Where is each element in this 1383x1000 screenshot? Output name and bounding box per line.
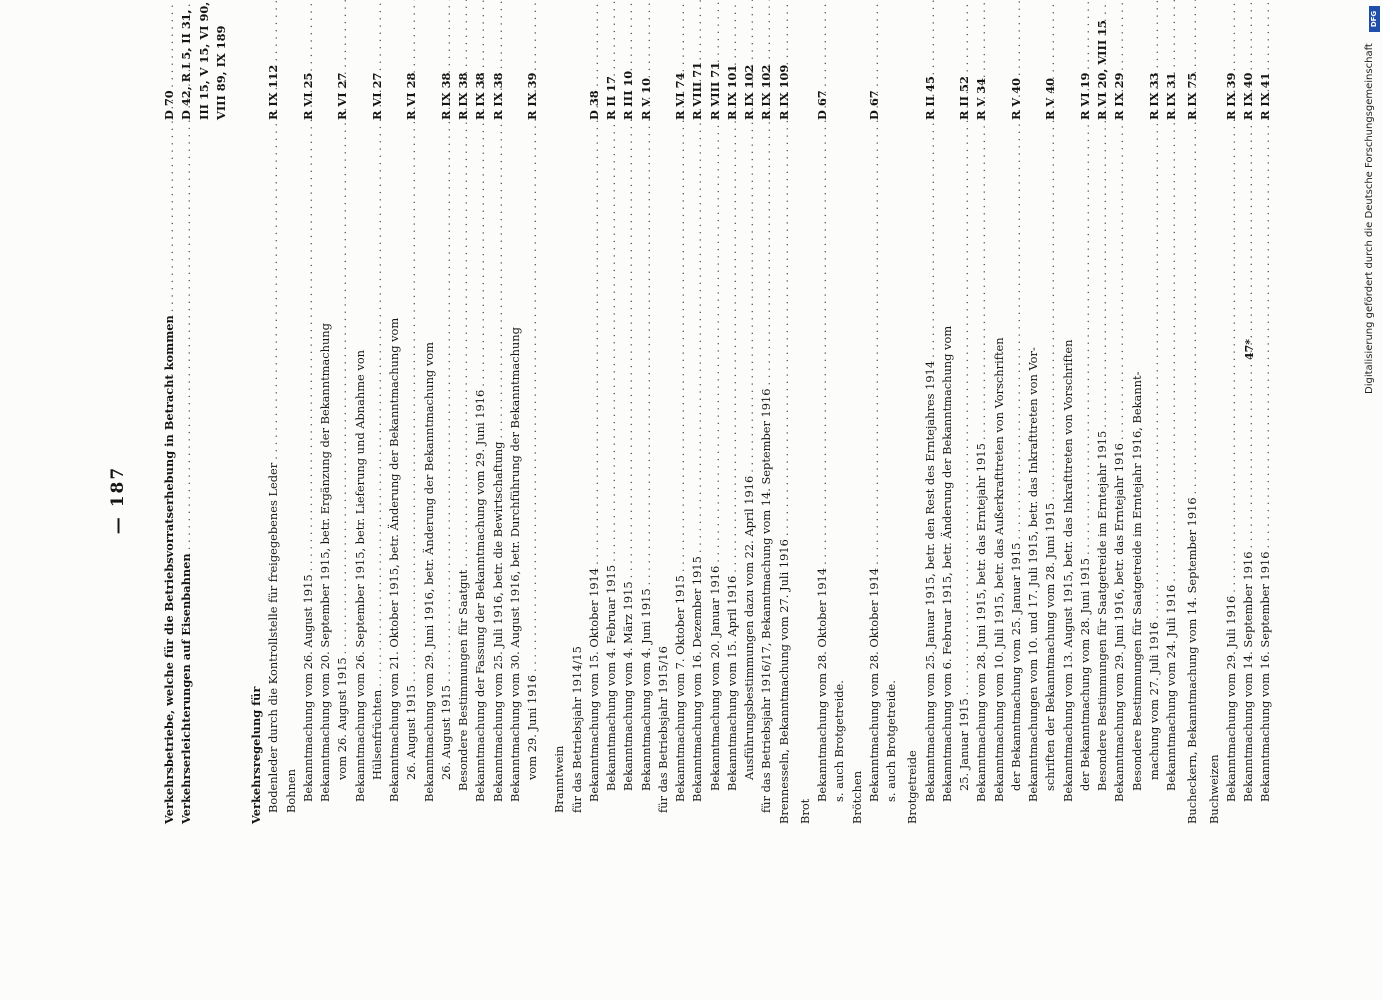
- entry-text: Bekanntmachung vom 4. März 1915: [621, 581, 636, 791]
- entry-text: Bekanntmachung vom 7. Oktober 1915: [673, 575, 687, 802]
- index-entry: [706, 61, 724, 824]
- entry-text: Besondere Bestimmungen für Saatgetreide im Erntejahr 1916, Bekannt-: [1129, 371, 1144, 791]
- entry-text: Bekanntmachung vom 28. Juni 1915, betr. das Erntejahr 1915: [974, 443, 989, 802]
- entry-reference: III 15, V 15, VI 90,: [196, 1, 211, 120]
- index-entry: [316, 106, 334, 824]
- entry-reference: R IX 38: [490, 72, 505, 120]
- entry-text: für das Betriebsjahr 1914/15: [569, 646, 584, 813]
- entry-reference: R IX 102: [759, 64, 774, 120]
- entry-text: Verkehrserleichterungen auf Eisenbahnen: [179, 553, 194, 824]
- index-entry: [637, 77, 655, 824]
- entry-reference: R V 34: [974, 77, 989, 120]
- entry-reference: R IX 29: [1112, 72, 1127, 120]
- entry-text: Brot: [797, 798, 812, 824]
- entry-reference: R VIII 71: [707, 61, 722, 120]
- entry-text: Ausführungsbestimmungen dazu vom 22. April 1916: [742, 475, 756, 780]
- entry-text: Bekanntmachung vom 30. August 1916, betr. Durchführung der Bekanntmachung: [507, 327, 522, 802]
- dot-leader: [813, 0, 831, 565]
- index-entry: [757, 64, 775, 824]
- index-entry: [402, 72, 420, 824]
- index-entry: [454, 72, 472, 824]
- index-entry: [471, 72, 489, 824]
- entry-reference: R IX 38: [456, 72, 470, 120]
- index-entry: [688, 61, 706, 824]
- index-entry: [955, 76, 973, 824]
- entry-reference: R V 40: [1043, 77, 1058, 120]
- index-entry: [723, 64, 741, 824]
- entry-text: Bekanntmachung vom 13. August 1915, betr. das Inkrafttreten von Vorschriften: [1060, 339, 1075, 802]
- entry-text: 26. August 1915: [404, 685, 419, 780]
- entry-reference: D 67: [815, 90, 829, 120]
- entry-text: Bekanntmachung vom 28. Oktober 1914: [815, 567, 829, 802]
- entry-text: Verkehrsregelung für: [249, 686, 263, 824]
- entry-reference: R IX 39: [1223, 72, 1238, 120]
- entry-reference: D 38: [586, 90, 601, 120]
- entry-text: der Bekanntmachung vom 25. Januar 1915: [1008, 542, 1023, 791]
- entry-reference: R IX 40: [1241, 72, 1255, 120]
- entry-reference: R IX 39: [525, 72, 539, 120]
- entry-text: Brotgetreide: [905, 750, 920, 824]
- index-entry: [160, 90, 178, 824]
- dot-leader: [160, 0, 178, 312]
- index-entry: [848, 128, 866, 824]
- entry-text: vom 26. August 1915: [335, 657, 350, 780]
- index-entry: [195, 1, 213, 824]
- entry-text: Bekanntmachung vom 10. Juli 1915, betr. das Außerkrafttreten von Vorschriften: [991, 337, 1006, 802]
- entry-text: Bekanntmachung vom 15. Oktober 1914: [586, 567, 601, 802]
- entry-reference: R VI 20, VIII 15: [1095, 20, 1109, 120]
- entry-text: Bekanntmachung vom 29. Juni 1916, betr. Änderung der Bekanntmachung vom: [421, 342, 436, 802]
- index-entry: [1239, 72, 1257, 824]
- dfg-funding-text: Digitalisierung gefördert durch die Deutsche Forschungsgemeinschaft: [1364, 43, 1375, 394]
- index-entry: [585, 90, 603, 824]
- dot-leader: [1041, 0, 1059, 500]
- entry-text: Bekanntmachung der Fassung der Bekanntmachung vom 29. Juni 1916: [473, 389, 488, 802]
- entry-reference: R IX 75: [1185, 72, 1200, 120]
- entry-reference: R II 52: [957, 76, 971, 120]
- dot-leader: [757, 0, 775, 385]
- entry-reference: R IX 41: [1258, 72, 1273, 120]
- index-entry: [1128, 95, 1146, 824]
- page-number: — 187: [108, 465, 128, 535]
- entry-reference: R IX 101: [724, 64, 739, 120]
- index-entry: [247, 128, 265, 824]
- entry-text: Bekanntmachung vom 4. Februar 1915: [604, 564, 618, 791]
- index-entry: [420, 106, 438, 824]
- index-entry: [212, 25, 230, 824]
- signature-mark: 47*: [1243, 338, 1256, 360]
- index-entry: [333, 72, 351, 824]
- entry-text: Bekanntmachung vom 4. Juni 1915: [638, 588, 653, 791]
- entry-text: Bekanntmachung vom 6. Februar 1915, betr. Änderung der Bekanntmachung vom: [939, 325, 954, 802]
- index-entry: [368, 72, 386, 824]
- index-entry: [489, 72, 507, 824]
- entry-text: Besondere Bestimmungen für Saatgut: [456, 569, 470, 791]
- entry-text: machung vom 27. Juli 1916: [1146, 621, 1161, 780]
- entry-reference: R IX 112: [266, 64, 281, 120]
- index-entry: [619, 70, 637, 824]
- entry-text: Bekanntmachung vom 20. September 1915, betr. Ergänzung der Bekanntmachung: [318, 323, 332, 802]
- index-entry: [1041, 77, 1059, 824]
- entry-text: Bekanntmachung vom 26. August 1915: [300, 574, 315, 802]
- entry-reference: D 70: [162, 90, 176, 120]
- index-entry: [177, 9, 195, 824]
- index-entry: [671, 72, 689, 824]
- entry-reference: R II 17: [604, 76, 618, 120]
- index-entry: [903, 128, 921, 824]
- entry-reference: R V 10: [638, 77, 653, 120]
- entry-text: Bekanntmachung vom 14. September 1916: [1241, 551, 1255, 802]
- dfg-logo-icon: DFG: [1369, 6, 1380, 32]
- entry-text: Bekanntmachung vom 15. April 1916: [724, 575, 739, 791]
- entry-text: Buchweizen: [1206, 754, 1221, 824]
- entry-reference: R IX 38: [438, 72, 453, 120]
- entry-text: Verkehrsbetriebe, welche für die Betriebsvorratserhebung in Betracht kommen: [162, 315, 176, 824]
- entry-text: Bekanntmachung vom 29. Juni 1916, betr. das Erntejahr 1916: [1112, 443, 1127, 802]
- entry-text: Bodenleder durch die Kontrollstelle für freigegebenes Leder: [266, 462, 281, 813]
- index-entry: [740, 64, 758, 824]
- entry-text: Bekanntmachung vom 20. Januar 1916: [707, 565, 722, 791]
- index-entry: [1076, 72, 1094, 824]
- dot-leader: [585, 0, 603, 565]
- entry-text: Bekanntmachung vom 21. Oktober 1915, betr. Änderung der Bekanntmachung vom: [387, 317, 401, 802]
- entry-text: Bekanntmachung vom 16. Dezember 1915: [690, 556, 705, 802]
- dot-leader: [972, 0, 990, 440]
- entry-text: Bohnen: [283, 769, 298, 813]
- entry-reference: R III 10: [621, 70, 636, 120]
- index-entry: [1059, 106, 1077, 824]
- entry-text: der Bekanntmachung vom 28. Juni 1915: [1077, 558, 1092, 791]
- index-entry: [1007, 77, 1025, 824]
- index-entry: [775, 64, 793, 824]
- entry-text: Bekanntmachung vom 28. Oktober 1914: [866, 567, 881, 802]
- index-entry: [1110, 72, 1128, 824]
- dot-leader: [1110, 0, 1128, 440]
- index-entry: [830, 106, 848, 824]
- entry-reference: R VI 27: [335, 72, 350, 120]
- entry-reference: R V 40: [1008, 77, 1023, 120]
- entry-reference: R VI 19: [1077, 72, 1092, 120]
- entry-text: Bekanntmachung vom 29. Juli 1916: [1223, 595, 1238, 802]
- index-entry: [568, 117, 586, 824]
- index-entry: [1162, 72, 1180, 824]
- entry-text: Bekanntmachungen vom 10. und 17. Juli 1915, betr. das Inkrafttreten von Vor-: [1026, 347, 1040, 802]
- index-entry: [1145, 72, 1163, 824]
- dot-leader: [471, 0, 489, 387]
- entry-text: Bekanntmachung vom 16. September 1916: [1258, 551, 1273, 802]
- entry-text: Hülsenfrüchten: [369, 689, 384, 780]
- entry-reference: R IX 33: [1146, 72, 1161, 120]
- entry-text: Brennesseln, Bekanntmachung vom 27. Juli 1916: [776, 539, 791, 824]
- index-entry: [796, 128, 814, 824]
- index-entry: [264, 64, 282, 824]
- entry-reference: R VI 25: [300, 72, 315, 120]
- index-entry: [523, 72, 541, 824]
- entry-text: s. auch Brotgetreide.: [884, 680, 898, 802]
- index-entry: [882, 106, 900, 824]
- index-entry: [282, 117, 300, 824]
- entry-reference: R II 45: [922, 76, 937, 120]
- index-entry: [1222, 72, 1240, 824]
- dot-leader: [921, 0, 939, 358]
- index-entry: [550, 117, 568, 824]
- entry-text: vom 29. Juni 1916: [525, 675, 539, 780]
- index-entry: [1256, 72, 1274, 824]
- index-entry: [654, 117, 672, 824]
- entry-text: schriften der Bekanntmachung vom 28. Juni 1915: [1043, 502, 1058, 791]
- index-entry: [921, 76, 939, 824]
- entry-reference: R VI 28: [404, 72, 419, 120]
- entry-text: s. auch Brotgetreide.: [832, 680, 847, 802]
- index-entry: [972, 77, 990, 824]
- index-entry: [351, 106, 369, 824]
- entry-text: für das Betriebsjahr 1915/16: [655, 646, 670, 813]
- index-entry: [385, 106, 403, 824]
- entry-reference: D 42, R I 5, II 31,: [179, 9, 194, 120]
- index-entry: [1024, 106, 1042, 824]
- dot-leader: [489, 0, 507, 439]
- entry-text: 25. Januar 1915: [957, 698, 971, 791]
- index-entry: [299, 72, 317, 824]
- entry-reference: VIII 89, IX 189: [213, 25, 228, 120]
- entry-text: Bekanntmachung vom 25. Juli 1916, betr. die Bewirtschaftung: [490, 441, 505, 802]
- dot-leader: [865, 0, 883, 565]
- entry-text: Branntwein: [552, 745, 567, 813]
- entry-text: Bekanntmachung vom 24. Juli 1916: [1164, 584, 1178, 791]
- index-entry: [990, 106, 1008, 824]
- index-entry: [1093, 20, 1111, 824]
- index-entry: [602, 76, 620, 824]
- entry-text: 26. August 1915: [438, 685, 453, 780]
- entry-reference: R VIII 71: [690, 61, 705, 120]
- entry-reference: R IX 38: [473, 72, 488, 120]
- index-entry: [506, 106, 524, 824]
- entry-reference: R IX 102: [742, 64, 756, 120]
- entry-text: Brötchen: [849, 770, 864, 824]
- index-entry: [1183, 72, 1201, 824]
- index-entry: [865, 90, 883, 824]
- entry-reference: R VI 74: [673, 72, 687, 120]
- entry-text: Bekanntmachung vom 26. September 1915, betr. Lieferung und Abnahme von: [352, 349, 367, 802]
- entry-text: Bucheckern, Bekanntmachung vom 14. September 1916: [1185, 497, 1200, 824]
- entry-text: für das Betriebsjahr 1916/17, Bekanntmachung vom 14. September 1916: [759, 388, 774, 813]
- entry-text: Besondere Bestimmungen für Saatgetreide im Erntejahr 1915: [1095, 430, 1109, 791]
- index-entry: [813, 90, 831, 824]
- entry-text: Bekanntmachung vom 25. Januar 1915, betr. den Rest des Erntejahres 1914: [922, 360, 937, 802]
- entry-reference: R IX 109: [776, 64, 791, 120]
- entry-reference: D 67: [866, 90, 881, 120]
- index-entry: [437, 72, 455, 824]
- entry-reference: R IX 31: [1164, 72, 1178, 120]
- index-entry: [938, 106, 956, 824]
- entry-reference: R VI 27: [369, 72, 384, 120]
- index-entry: [1205, 128, 1223, 824]
